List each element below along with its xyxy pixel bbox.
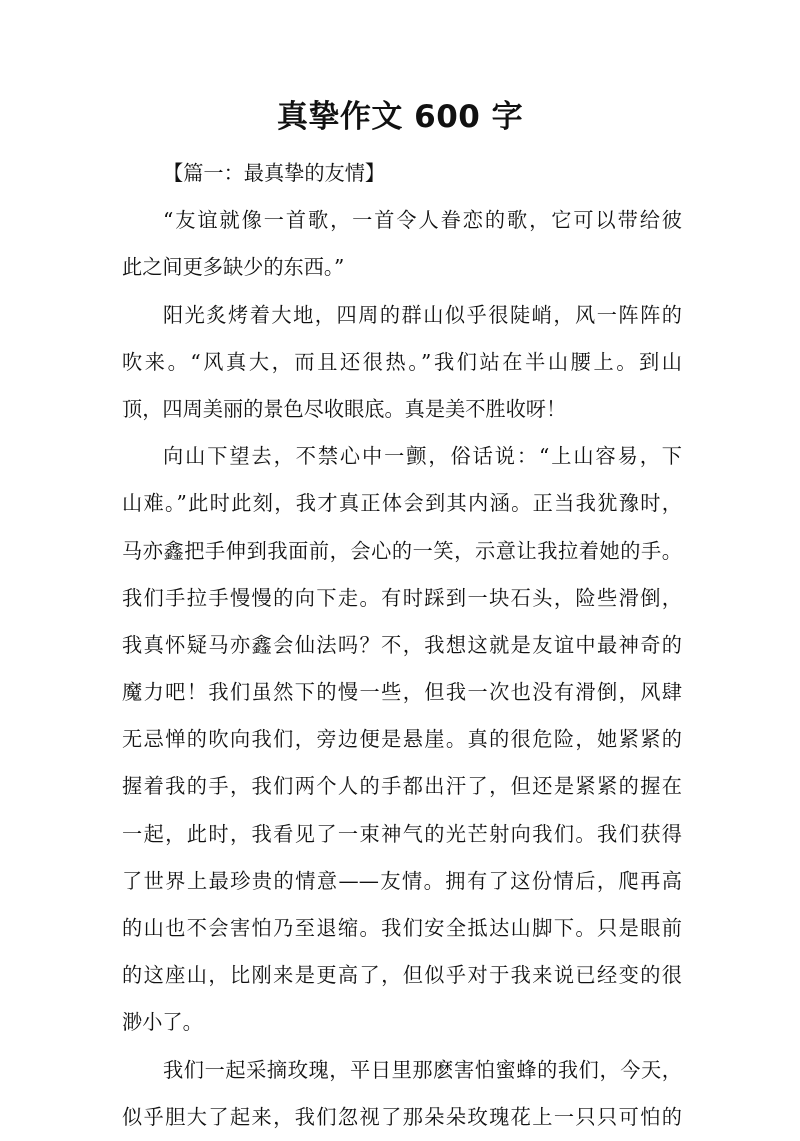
paragraph-line: 握着我的手，我们两个人的手都出汗了，但还是紧紧的握在 [122, 774, 682, 799]
paragraph-line: 似乎胆大了起来，我们忽视了那朵朵玫瑰花上一只只可怕的 [122, 1104, 682, 1129]
paragraph-line: 渺小了。 [122, 1010, 203, 1035]
paragraph-line: 的山也不会害怕乃至退缩。我们安全抵达山脚下。只是眼前 [122, 916, 682, 940]
paragraph-line: 吹来。“风真大，而且还很热。”我们站在半山腰上。到山 [122, 349, 682, 374]
paragraph-line: 此之间更多缺少的东西。” [122, 255, 345, 280]
document-body [122, 150, 682, 1141]
paragraph-line: 一起，此时，我看见了一束神气的光芒射向我们。我们获得 [122, 821, 682, 846]
section-heading: 【篇一：最真挚的友情】 [163, 161, 386, 185]
paragraph-line: 马亦鑫把手伸到我面前，会心的一笑，示意让我拉着她的手。 [122, 538, 682, 563]
paragraph-line: 向山下望去，不禁心中一颤，俗话说：“上山容易，下 [163, 444, 682, 469]
paragraph-line: 了世界上最珍贵的情意——友情。拥有了这份情后，爬再高 [122, 868, 682, 893]
document-title: 真挚作文 600 字 [276, 99, 524, 135]
paragraph-line: 阳光炙烤着大地，四周的群山似乎很陡峭，风一阵阵的 [163, 302, 682, 327]
paragraph-line: 我们手拉手慢慢的向下走。有时踩到一块石头，险些滑倒， [122, 585, 682, 610]
paragraph-line: 无忌惮的吹向我们，旁边便是悬崖。真的很危险，她紧紧的 [122, 727, 682, 752]
paragraph-line: 顶，四周美丽的景色尽收眼底。真是美不胜收呀！ [122, 396, 567, 421]
paragraph-line: 的这座山，比刚来是更高了，但似乎对于我来说已经变的很 [122, 963, 682, 988]
paragraph-line: 魔力吧！我们虽然下的慢一些，但我一次也没有滑倒，风肆 [122, 680, 682, 705]
paragraph-line: 我真怀疑马亦鑫会仙法吗？不，我想这就是友谊中最神奇的 [122, 632, 682, 657]
paragraph-line: 我们一起采摘玫瑰，平日里那麽害怕蜜蜂的我们，今天， [163, 1057, 682, 1082]
paragraph-line: “友谊就像一首歌，一首令人眷恋的歌，它可以带给彼 [163, 208, 682, 233]
paragraph-line: 山难。”此时此刻，我才真正体会到其内涵。正当我犹豫时， [122, 491, 682, 516]
